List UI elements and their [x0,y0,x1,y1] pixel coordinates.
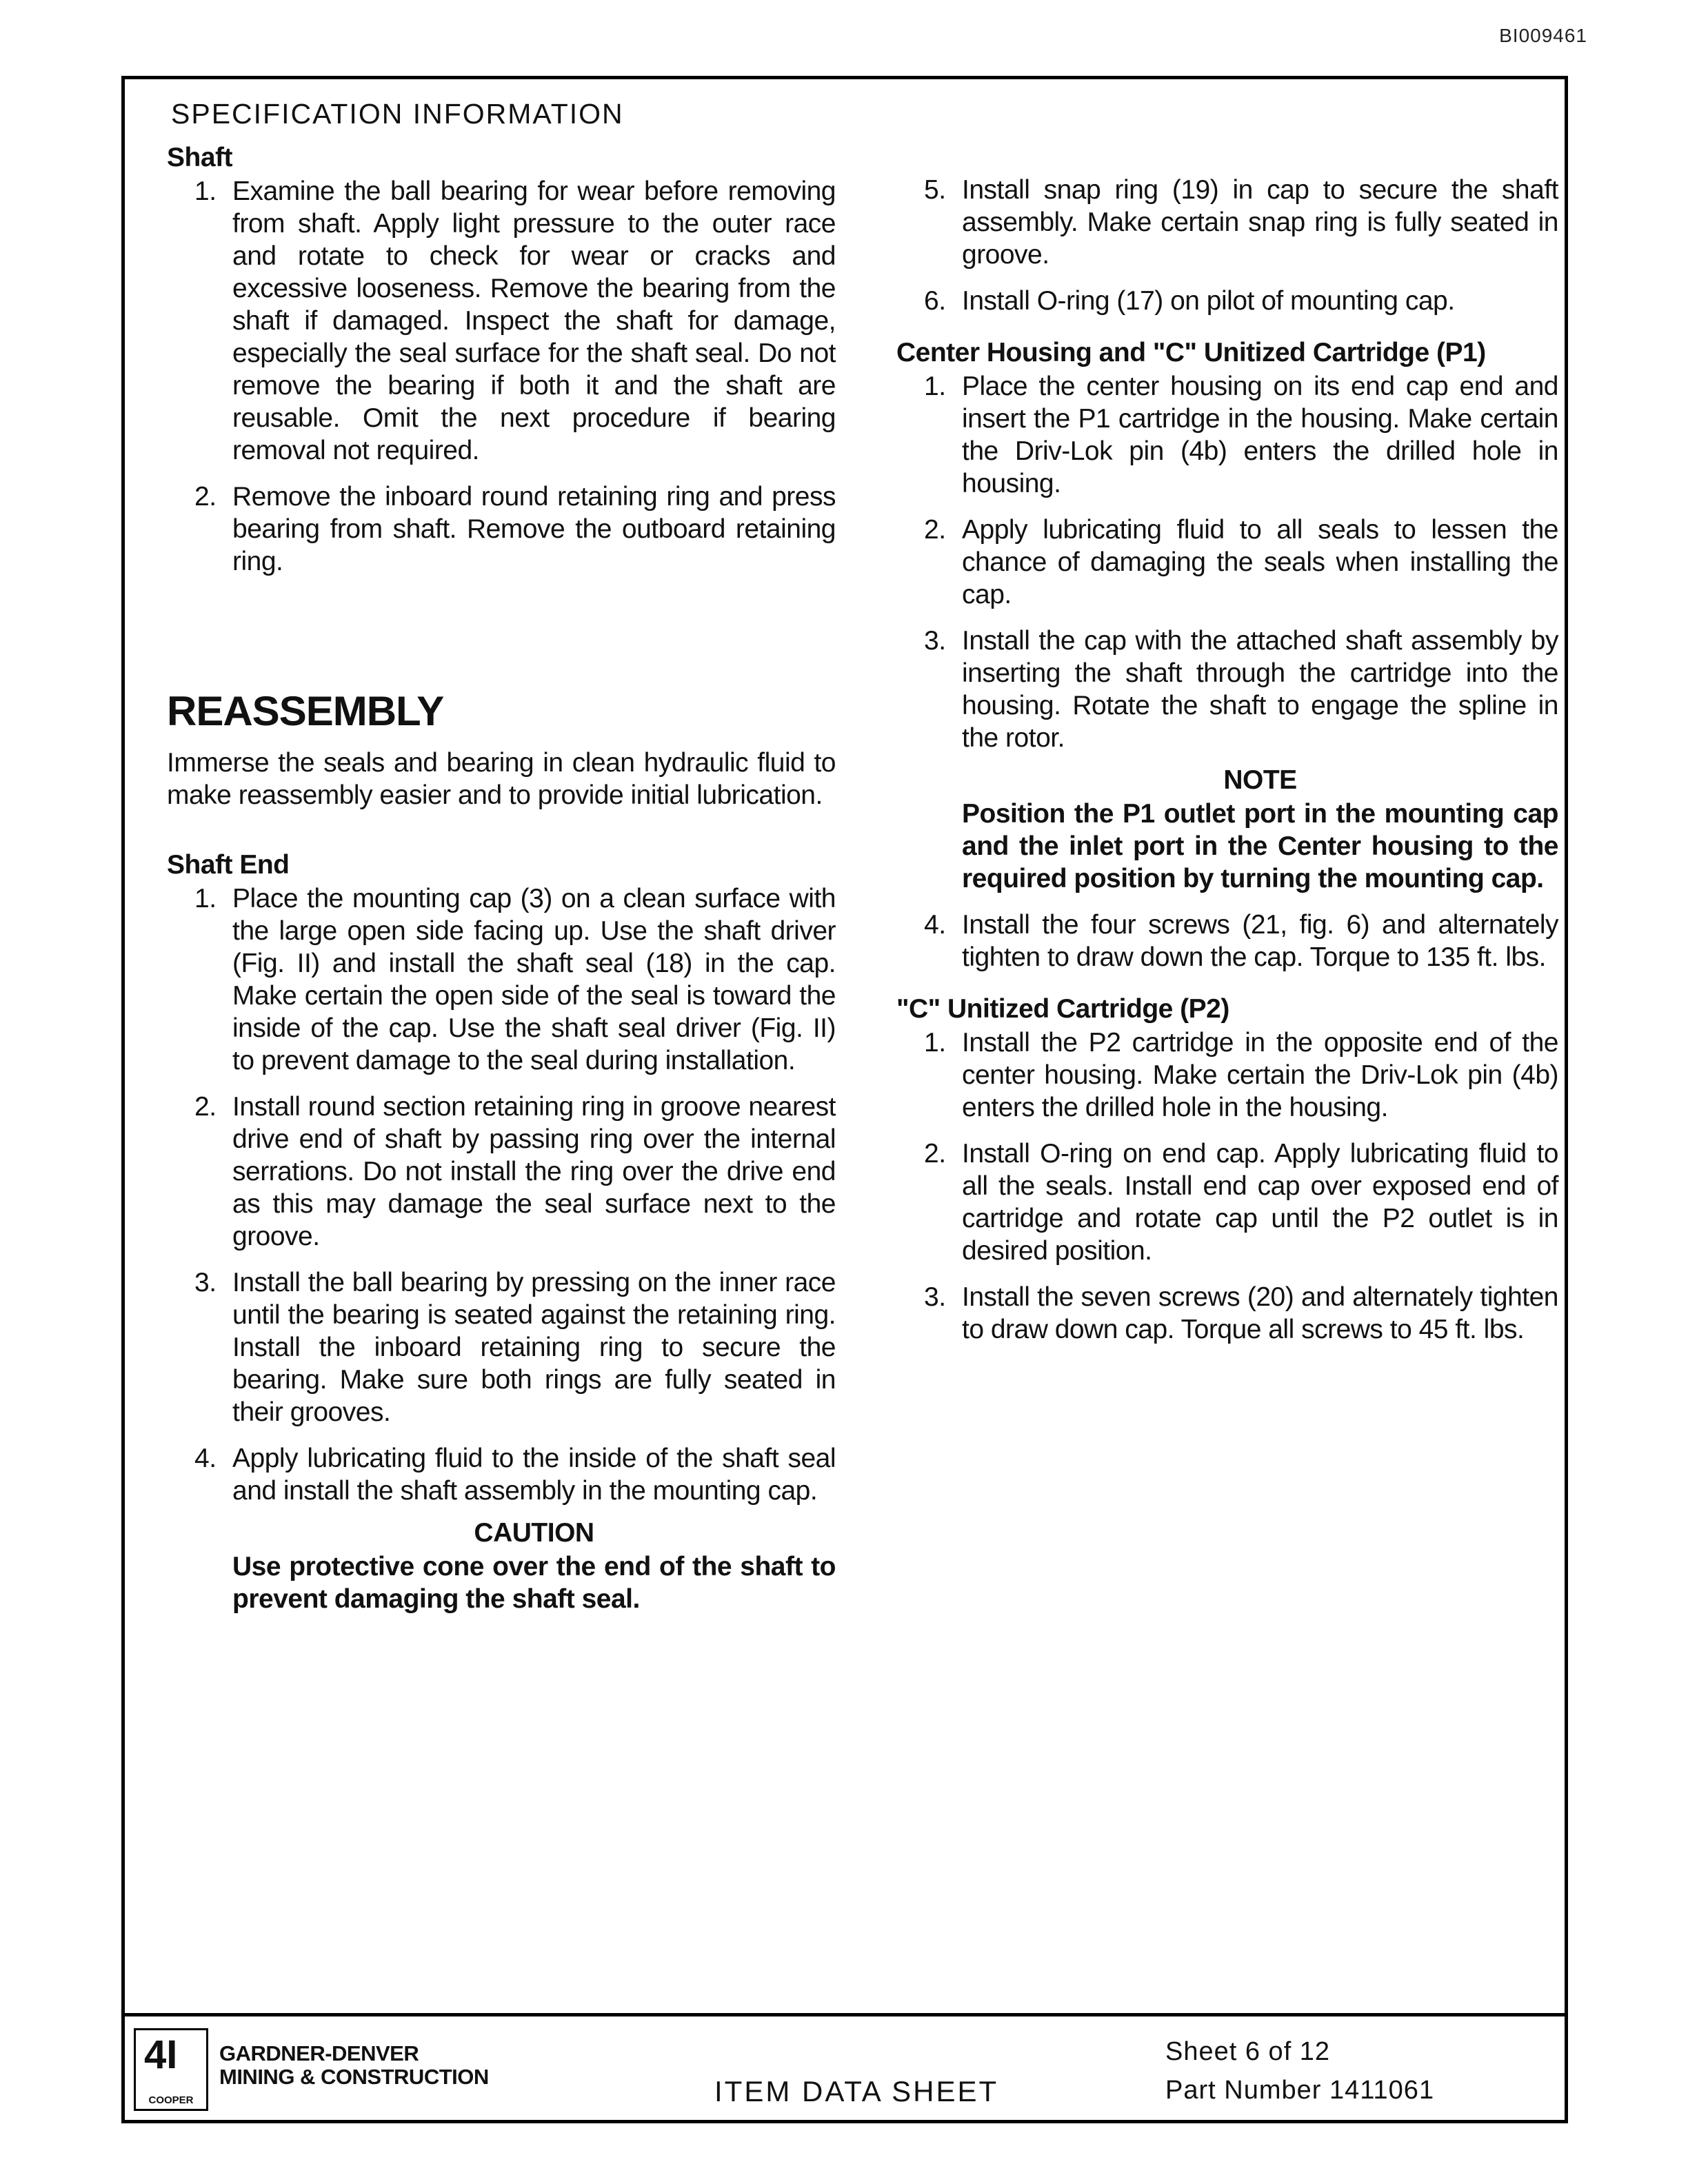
p1-steps [896,370,1558,973]
step-text: Install O-ring (17) on pilot of mounting cap. [962,286,1455,316]
caution-text: Use protective cone over the end of the shaft to prevent damaging the shaft seal. [232,1552,836,1614]
step-number: 3. [924,626,946,656]
list-item [896,174,1558,271]
sheet-number: Sheet 6 of 12 [1165,2037,1331,2066]
step-number: 1. [194,176,217,206]
step-text: Examine the ball bearing for wear before removing from shaft. Apply light pressure to the outer race and rotate to check for wear or cracks and excessive looseness. Remove the bearing from the shaft if damaged. Inspect the shaft for damage, especially the seal surface for the shaft seal. Do not remove the bearing if both it and the shaft are reusable. Omit the next procedure if bearing removal not required. [232,176,836,465]
shaft-subheading: Shaft [167,143,232,172]
step-text: Apply lubricating fluid to all seals to lessen the chance of damaging the seals when installing the cap. [962,515,1558,609]
shaft-steps [167,175,836,578]
logo-caption: COOPER [148,2094,194,2106]
footer-divider [121,2013,1568,2016]
spec-heading: SPECIFICATION INFORMATION [171,98,624,130]
note-text: Position the P1 outlet port in the mounting cap and the inlet port in the Center housing to the required position by turning the mounting cap. [962,799,1558,893]
sheet-info [1165,2032,1434,2110]
left-column [167,141,836,1635]
step-number: 1. [924,1028,946,1058]
list-item [167,882,836,1077]
step-text: Install the seven screws (20) and alternately tighten to draw down cap. Torque all screws to 45 ft. lbs. [962,1282,1558,1344]
shaft-end-steps-continued [896,174,1558,317]
step-number: 3. [194,1268,217,1297]
list-item [167,1091,836,1253]
list-item [896,909,1558,973]
step-number: 2. [924,515,946,545]
list-item [896,285,1558,317]
step-number: 2. [194,1092,217,1122]
step-number: 2. [924,1139,946,1169]
step-number: 6. [924,286,946,316]
step-text: Install the ball bearing by pressing on the inner race until the bearing is seated against the retaining ring. Install the inboard retaining ring to secure the bearing. Make sure both rings are fully seated in their grooves. [232,1268,836,1427]
step-number: 3. [924,1282,946,1312]
company-line-2: MINING & CONSTRUCTION [219,2065,489,2089]
step-text: Install the P2 cartridge in the opposite end of the center housing. Make certain the Driv-Lok pin (4b) enters the drilled hole in the housing. [962,1028,1558,1122]
list-item [896,370,1558,500]
list-item [896,1281,1558,1346]
step-text: Apply lubricating fluid to the inside of the shaft seal and install the shaft assembly in the mounting cap. [232,1444,836,1506]
shaft-end-subheading: Shaft End [167,850,290,880]
p1-subheading: Center Housing and "C" Unitized Cartridge (P1) [896,338,1486,367]
step-text: Install snap ring (19) in cap to secure the shaft assembly. Make certain snap ring is fully seated in groove. [962,175,1558,270]
company-line-1: GARDNER-DENVER [219,2041,419,2065]
step-text: Install O-ring on end cap. Apply lubricating fluid to all the seals. Install end cap over exposed end of cartridge and rotate cap until the P2 outlet is in desired position. [962,1139,1558,1266]
step-text: Install the four screws (21, fig. 6) and alternately tighten to draw down the cap. Torque to 135 ft. lbs. [962,910,1558,972]
right-column [896,174,1558,1365]
step-text: Install the cap with the attached shaft assembly by inserting the shaft through the cartridge into the housing. Rotate the shaft to engage the spline in the rotor. [962,626,1558,753]
caution-title: CAUTION [474,1518,594,1548]
list-item [896,1027,1558,1124]
reassembly-intro: Immerse the seals and bearing in clean hydraulic fluid to make reassembly easier and to provide initial lubrication. [167,748,836,810]
list-item [896,625,1558,895]
reassembly-heading: REASSEMBLY [167,688,444,734]
document-title: ITEM DATA SHEET [714,2075,999,2107]
list-item [167,1266,836,1428]
step-number: 1. [924,372,946,401]
company-name [219,2042,489,2089]
step-number: 5. [924,175,946,205]
list-item [167,1442,836,1615]
step-text: Place the center housing on its end cap end and insert the P1 cartridge in the housing. Make certain the Driv-Lok pin (4b) enters the drilled hole in housing. [962,372,1558,498]
step-number: 1. [194,884,217,913]
p2-subheading: "C" Unitized Cartridge (P2) [896,994,1229,1024]
step-text: Place the mounting cap (3) on a clean surface with the large open side facing up. Use the shaft driver (Fig. II) and install the shaft seal (18) in the cap. Make certain the open side of the seal is toward the inside of the cap. Use the shaft seal driver (Fig. II) to prevent damage to the seal during installation. [232,884,836,1075]
step-text: Remove the inboard round retaining ring and press bearing from shaft. Remove the outboard retaining ring. [232,482,836,576]
document-id: BI009461 [1499,25,1587,46]
step-number: 2. [194,482,217,512]
note-title: NOTE [1223,765,1297,795]
logo-mark: 4I [144,2032,178,2077]
list-item [167,481,836,578]
part-number: Part Number 1411061 [1165,2076,1435,2105]
list-item [896,1138,1558,1267]
p2-steps [896,1027,1558,1346]
step-number: 4. [924,910,946,940]
list-item [896,514,1558,611]
cooper-logo [134,2028,208,2111]
shaft-end-steps [167,882,836,1615]
step-text: Install round section retaining ring in groove nearest drive end of shaft by passing ring over the internal serrations. Do not install the ring over the drive end as this may damage the seal surface next to the groove. [232,1092,836,1251]
step-number: 4. [194,1444,217,1473]
list-item [167,175,836,467]
